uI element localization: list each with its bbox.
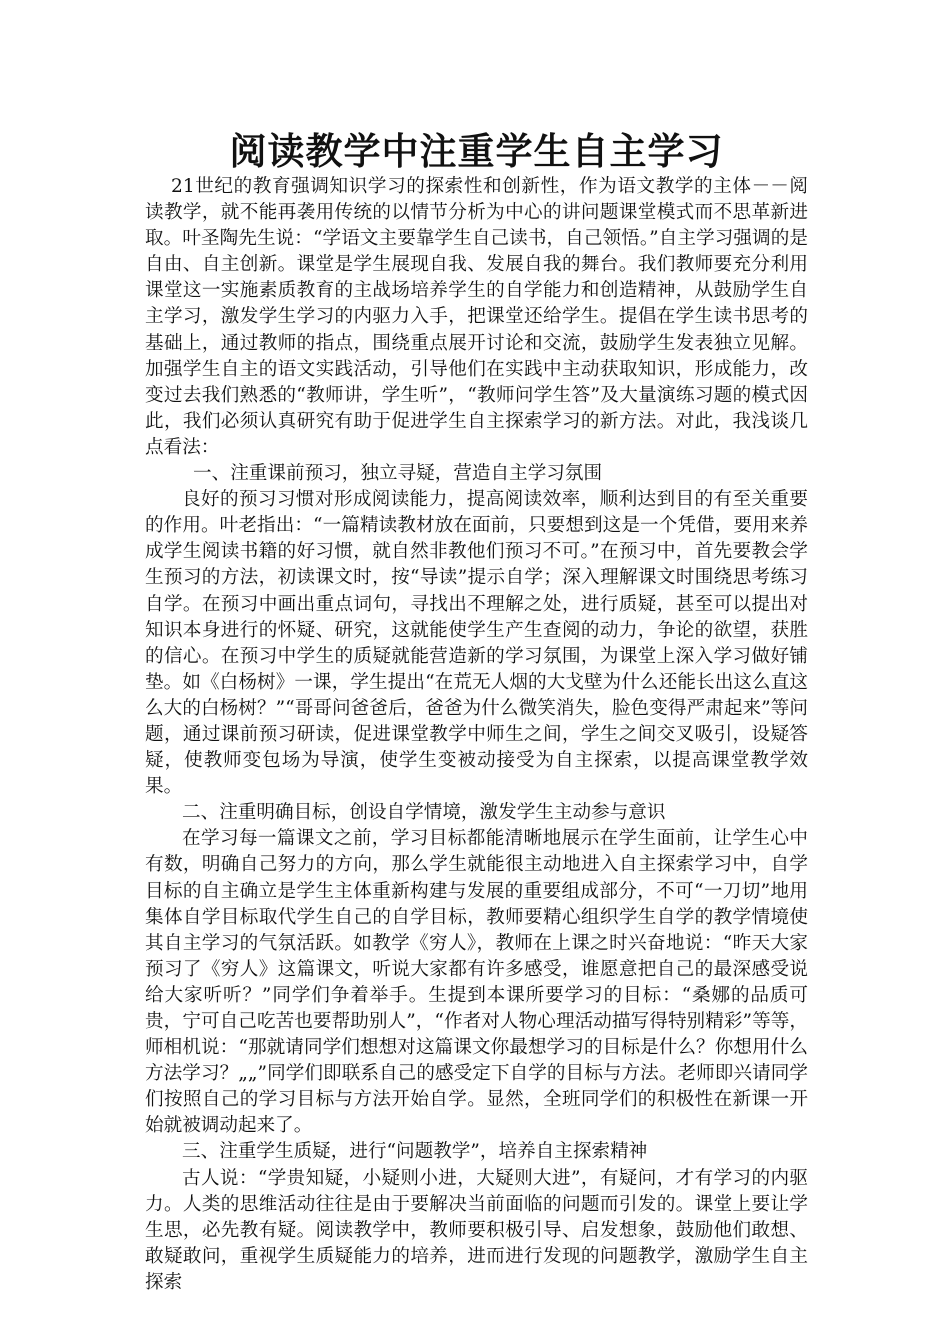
section-heading: 二、注重明确目标，创设自学情境，激发学生主动参与意识 (182, 802, 666, 824)
section-3 (145, 1139, 808, 1296)
section-2 (145, 800, 808, 1139)
section-heading: 一、注重课前预习，独立寻疑，营造自主学习氛围 (193, 463, 603, 485)
document-title: 阅读教学中注重学生自主学习 (229, 129, 724, 173)
section-paragraph: 良好的预习习惯对形成阅读能力，提高阅读效率，顺利达到目的有至关重要的作用。叶老指出：“一篇精读教材放在面前，只要想到这是一个凭借，要用来养成学生阅读书籍的好习惯，就自然非教他们预习不可。”在预习中，首先要教会学生预习的方法，初读课文时，按“导读”提示自学；深入理解课文时围绕思考练习自学。在预习中画出重点词句，寻找出不理解之处，进行质疑，甚至可以提出对知识本身进行的怀疑、研究，这就能使学生产生查阅的动力，争论的欲望，获胜的信心。在预习中学生的质疑就能营造新的学习氛围，为课堂上深入学习做好铺垫。如《白杨树》一课，学生提出“在荒无人烟的大戈壁为什么还能长出这么直这么大的白杨树？”“哥哥问爸爸后，爸爸为什么微笑消失，脸色变得严肃起来”等问题，通过课前预习研读，促进课堂教学中师生之间，学生之间交叉吸引，设疑答疑，使教师变包场为导演，使学生变被动接受为自主探索，以提高课堂教学效果。 (145, 489, 808, 798)
section-heading: 三、注重学生质疑，进行“问题教学”，培养自主探索精神 (182, 1141, 648, 1163)
document-page (145, 128, 808, 1296)
section-paragraph: 在学习每一篇课文之前，学习目标都能清晰地展示在学生面前，让学生心中有数，明确自己努力的方向，那么学生就能很主动地进入自主探索学习中，自学目标的自主确立是学生主体重新构建与发展的重要组成部分，不可“一刀切”地用集体自学目标取代学生自己的自学目标，教师要精心组织学生自学的教学情境使其自主学习的气氛活跃。如教学《穷人》，教师在上课之时兴奋地说：“昨天大家预习了《穷人》这篇课文，听说大家都有许多感受，谁愿意把自己的最深感受说给大家听听？”同学们争着举手。生提到本课所要学习的目标：“桑娜的品质可贵，宁可自己吃苦也要帮助别人”，“作者对人物心理活动描写得特别精彩”等等，师相机说：“那就请同学们想想对这篇课文你最想学习的目标是什么？你想用什么方法学习？„„”同学们即联系自己的感受定下自学的目标与方法。老师即兴请同学们按照自己的学习目标与方法开始自学。显然，全班同学们的积极性在新课一开始就被调动起来了。 (145, 828, 808, 1137)
section-1 (145, 461, 808, 800)
intro-paragraph: 21世纪的教育强调知识学习的探索性和创新性，作为语文教学的主体－－阅读教学，就不能再袭用传统的以情节分析为中心的讲问题课堂模式而不思革新进取。叶圣陶先生说：“学语文主要靠学生自己读书，自己领悟。”自主学习强调的是自由、自主创新。课堂是学生展现自我、发展自我的舞台。我们教师要充分利用课堂这一实施素质教育的主战场培养学生的自学能力和创造精神，从鼓励学生自主学习，激发学生学习的内驱力入手，把课堂还给学生。提倡在学生读书思考的基础上，通过教师的指点，围绕重点展开讨论和交流，鼓励学生发表独立见解。加强学生自主的语文实践活动，引导他们在实践中主动获取知识，形成能力，改变过去我们熟悉的“教师讲，学生听”，“教师问学生答”及大量演练习题的模式因此，我们必须认真研究有助于促进学生自主探索学习的新方法。对此，我浅谈几点看法： (145, 176, 808, 458)
section-paragraph: 古人说：“学贵知疑，小疑则小进，大疑则大进”，有疑问，才有学习的内驱力。人类的思维活动往往是由于要解决当前面临的问题而引发的。课堂上要让学生思，必先教有疑。阅读教学中，教师要积极引导、启发想象，鼓励他们敢想、敢疑敢问，重视学生质疑能力的培养，进而进行发现的问题教学，激励学生自主探索 (145, 1167, 808, 1293)
